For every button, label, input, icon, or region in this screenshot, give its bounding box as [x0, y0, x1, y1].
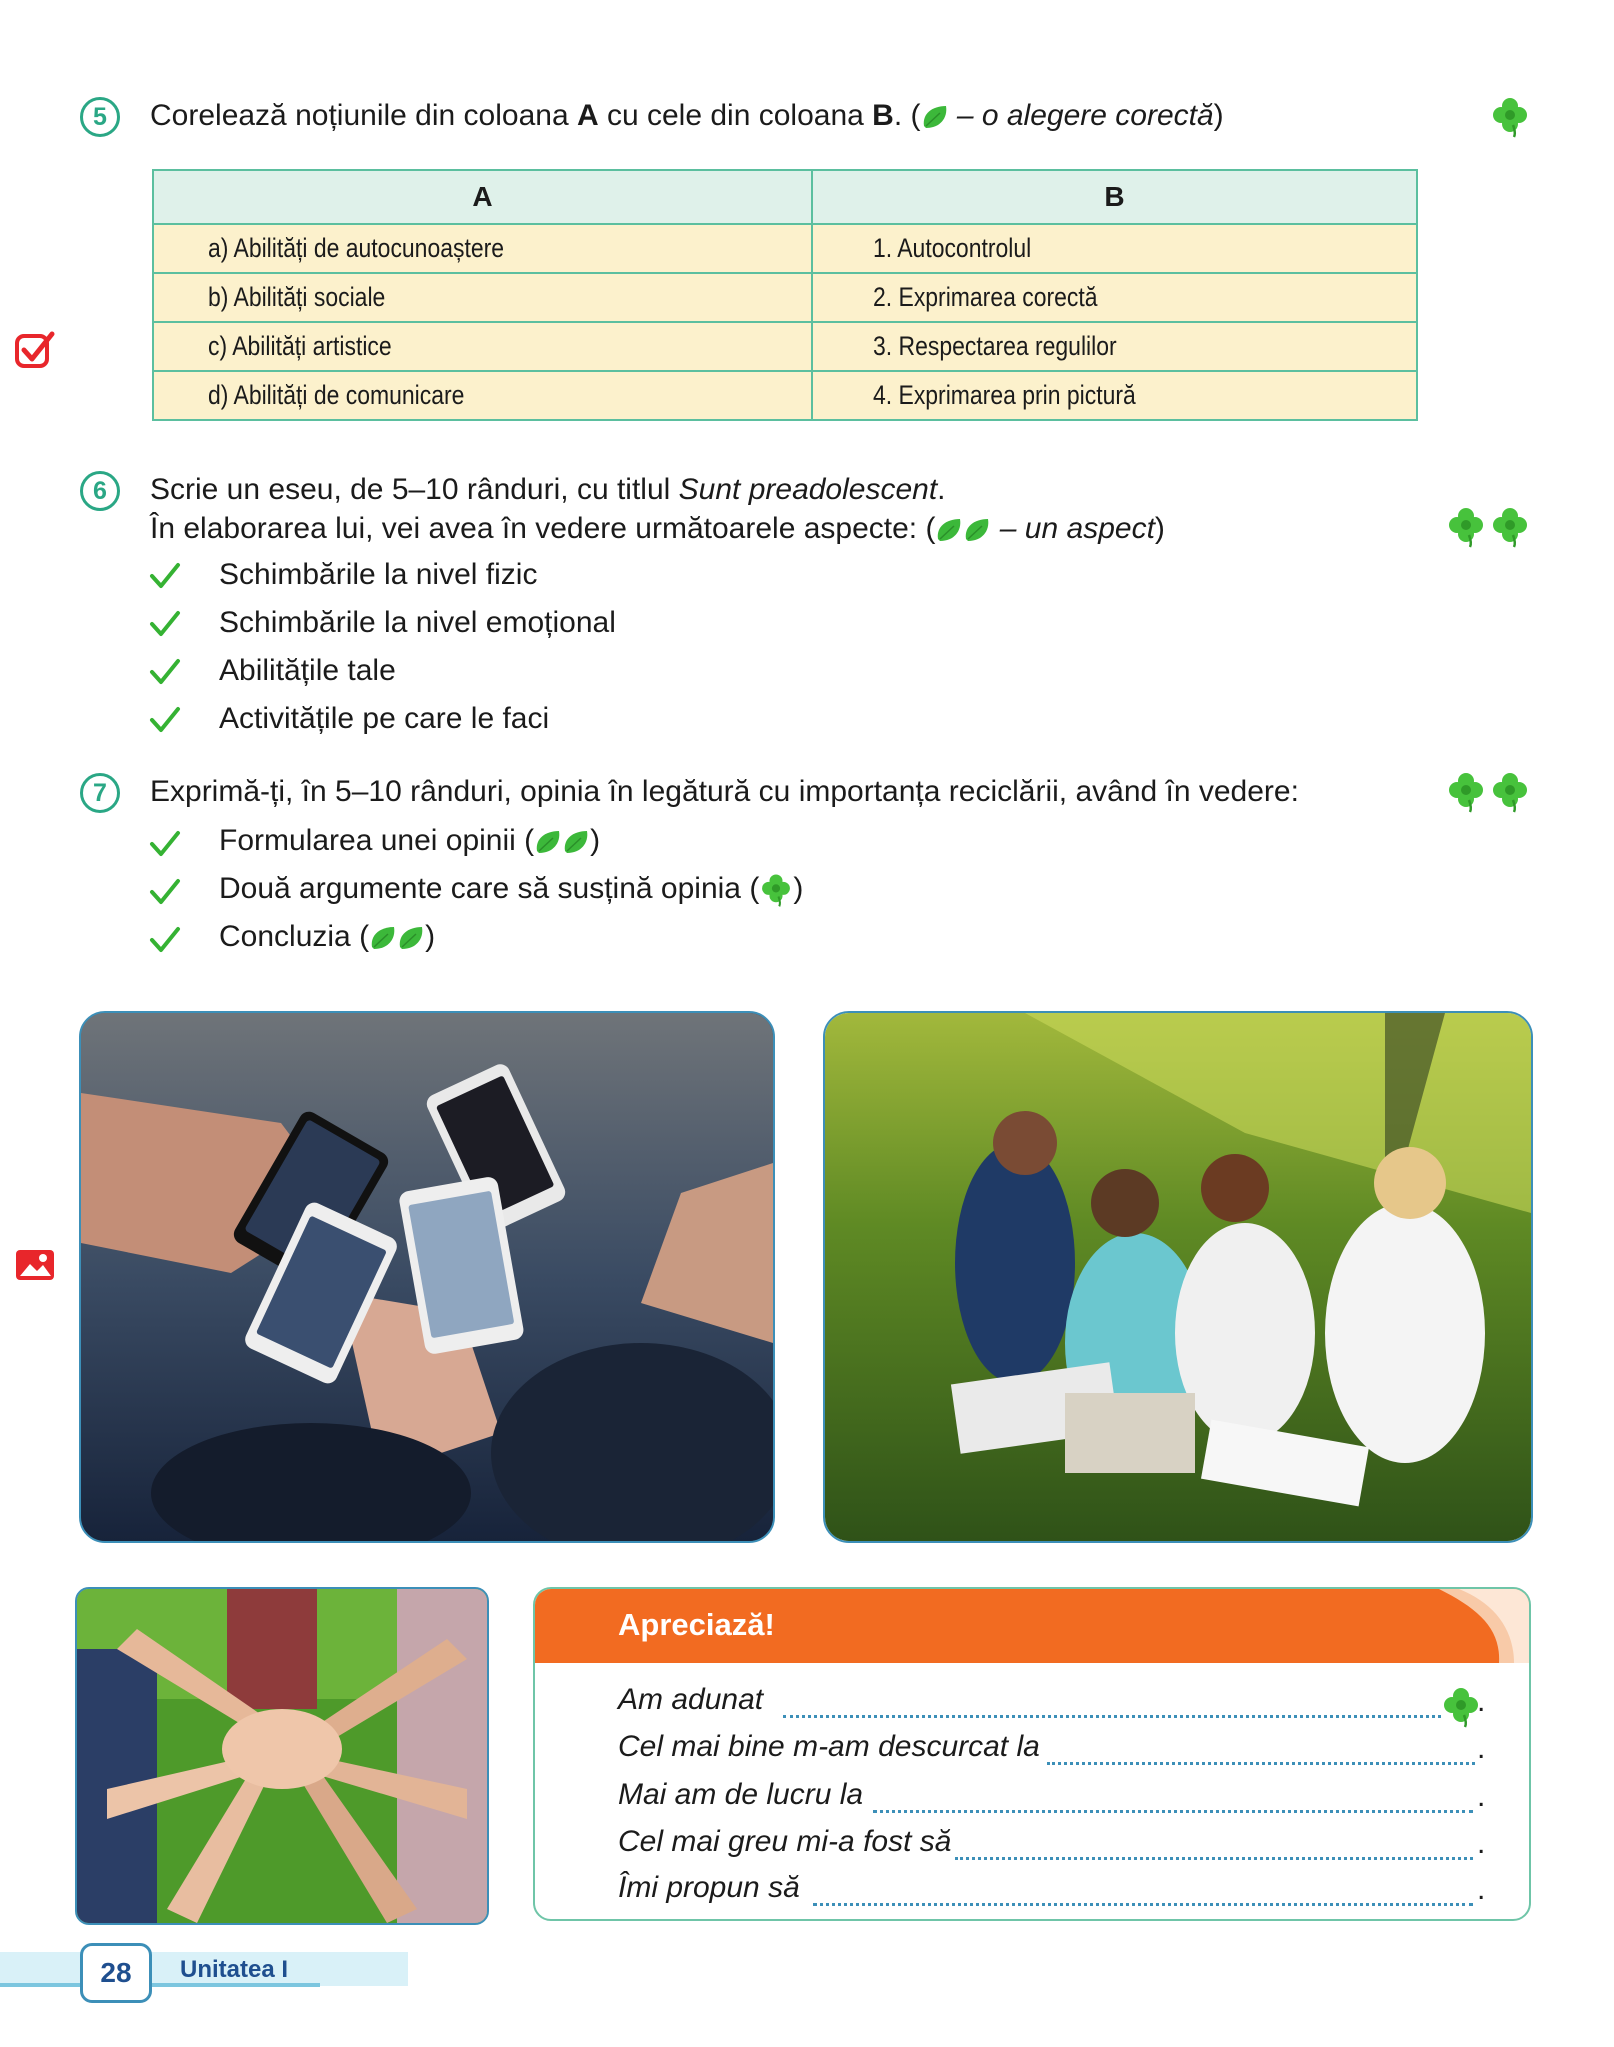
- table-header-a: A: [153, 170, 812, 224]
- q5-text-part: Corelează noțiunile din coloana: [150, 99, 577, 132]
- q6-text-part: .: [937, 473, 946, 506]
- checkmark-icon: [148, 655, 182, 689]
- q6-item: Schimbările la nivel emoțional: [219, 606, 616, 639]
- q6-text-part: ): [1154, 512, 1165, 545]
- q7-item-text: Formularea unei opinii (: [219, 824, 535, 857]
- checkmark-icon: [148, 923, 182, 957]
- table-cell-b: 2. Exprimarea corectă: [812, 273, 1417, 322]
- q6-text-part: Scrie un eseu, de 5–10 rânduri, cu titlul: [150, 473, 679, 506]
- checkmark-icon: [148, 875, 182, 909]
- q5-text-part: . (: [893, 99, 921, 132]
- photo-hands-together: [75, 1587, 489, 1925]
- q5-text-part: ): [1213, 99, 1224, 132]
- q5-col-a: A: [576, 99, 599, 132]
- question-number-5: 5: [80, 97, 120, 137]
- line-end-period: .: [1477, 1732, 1486, 1765]
- q5-col-b: B: [872, 99, 894, 132]
- question-number-6: 6: [80, 471, 120, 511]
- q7-item: [219, 920, 435, 954]
- q7-item-text: ): [425, 920, 436, 953]
- question-7-text: Exprimă-ți, în 5–10 rânduri, opinia în legătură cu importanța reciclării, având în vedere:: [150, 775, 1299, 808]
- line-end-period: .: [1477, 1827, 1486, 1860]
- q6-item: Abilitățile tale: [219, 654, 396, 687]
- checkmark-icon: [148, 607, 182, 641]
- self-assessment-title: Apreciază!: [618, 1607, 775, 1642]
- clover-icon: [1490, 770, 1530, 814]
- leaf-icon: [397, 925, 425, 951]
- leaf-icon: [534, 829, 562, 855]
- question-6-line2: [150, 510, 1165, 548]
- photo-smartphones: [79, 1011, 775, 1543]
- table-cell-a: b) Abilități sociale: [153, 273, 812, 322]
- table-cell-a: c) Abilități artistice: [153, 322, 812, 371]
- line-end-period: .: [1477, 1780, 1486, 1813]
- q7-item-text: Două argumente care să susțină opinia (: [219, 872, 760, 905]
- question-6-line1: [150, 471, 946, 509]
- fill-in-dots[interactable]: [813, 1903, 1473, 1906]
- clover-icon: [1441, 1685, 1481, 1729]
- q6-score-note: – un aspect: [991, 512, 1155, 545]
- clover-icon: [1446, 505, 1486, 549]
- checkmark-icon: [148, 827, 182, 861]
- fill-in-dots[interactable]: [873, 1810, 1473, 1813]
- fill-in-dots[interactable]: [783, 1715, 1441, 1718]
- self-assessment-line-5: Îmi propun să: [618, 1871, 800, 1904]
- unit-label: Unitatea I: [180, 1956, 289, 1983]
- clover-icon: [1490, 505, 1530, 549]
- leaf-icon: [935, 517, 963, 543]
- table-cell-a: d) Abilități de comunicare: [153, 371, 812, 420]
- clover-icon: [1490, 95, 1530, 139]
- question-number-7: 7: [80, 773, 120, 813]
- q7-item-text: ): [793, 872, 804, 905]
- self-assessment-line-1: Am adunat: [618, 1683, 764, 1716]
- self-assessment-line-2: Cel mai bine m-am descurcat la: [618, 1730, 1040, 1763]
- matching-table: [152, 169, 1418, 421]
- fill-in-dots[interactable]: [1047, 1762, 1475, 1765]
- fill-in-dots[interactable]: [955, 1857, 1473, 1860]
- self-assessment-line-3: Mai am de lucru la: [618, 1778, 864, 1811]
- checkmark-icon: [148, 703, 182, 737]
- table-header-b: B: [812, 170, 1417, 224]
- image-icon[interactable]: [14, 1248, 56, 1282]
- table-cell-b: 3. Respectarea regulilor: [812, 322, 1417, 371]
- q7-item-text: Concluzia (: [219, 920, 370, 953]
- q7-item: [219, 872, 803, 908]
- q6-item: Activitățile pe care le faci: [219, 702, 550, 735]
- clover-icon: [759, 872, 793, 908]
- checkmark-icon: [148, 559, 182, 593]
- photo-children-grass: [823, 1011, 1533, 1543]
- leaf-icon: [369, 925, 397, 951]
- table-cell-a: a) Abilități de autocunoaștere: [153, 224, 812, 273]
- q7-item: [219, 824, 600, 858]
- leaf-icon: [921, 104, 949, 130]
- question-5-text: [150, 97, 1224, 135]
- line-end-period: .: [1477, 1873, 1486, 1906]
- q5-text-part: cu cele din coloana: [598, 99, 873, 132]
- page-number: 28: [80, 1943, 152, 2003]
- table-cell-b: 1. Autocontrolul: [812, 224, 1417, 273]
- self-assessment-box: [533, 1587, 1531, 1921]
- table-cell-b: 4. Exprimarea prin pictură: [812, 371, 1417, 420]
- task-check-icon[interactable]: [14, 330, 56, 370]
- leaf-icon: [963, 517, 991, 543]
- q5-score-note: – o alegere corectă: [948, 99, 1214, 132]
- q6-text-part: În elaborarea lui, vei avea în vedere următoarele aspecte: (: [150, 512, 936, 545]
- q6-item: Schimbările la nivel fizic: [219, 558, 538, 591]
- self-assessment-line-4: Cel mai greu mi-a fost să: [618, 1825, 952, 1858]
- line-end-period: .: [1477, 1685, 1486, 1718]
- q6-essay-title: Sunt preadolescent: [678, 473, 938, 506]
- leaf-icon: [562, 829, 590, 855]
- q7-item-text: ): [590, 824, 601, 857]
- clover-icon: [1446, 770, 1486, 814]
- header-decoration: [1439, 1589, 1529, 1663]
